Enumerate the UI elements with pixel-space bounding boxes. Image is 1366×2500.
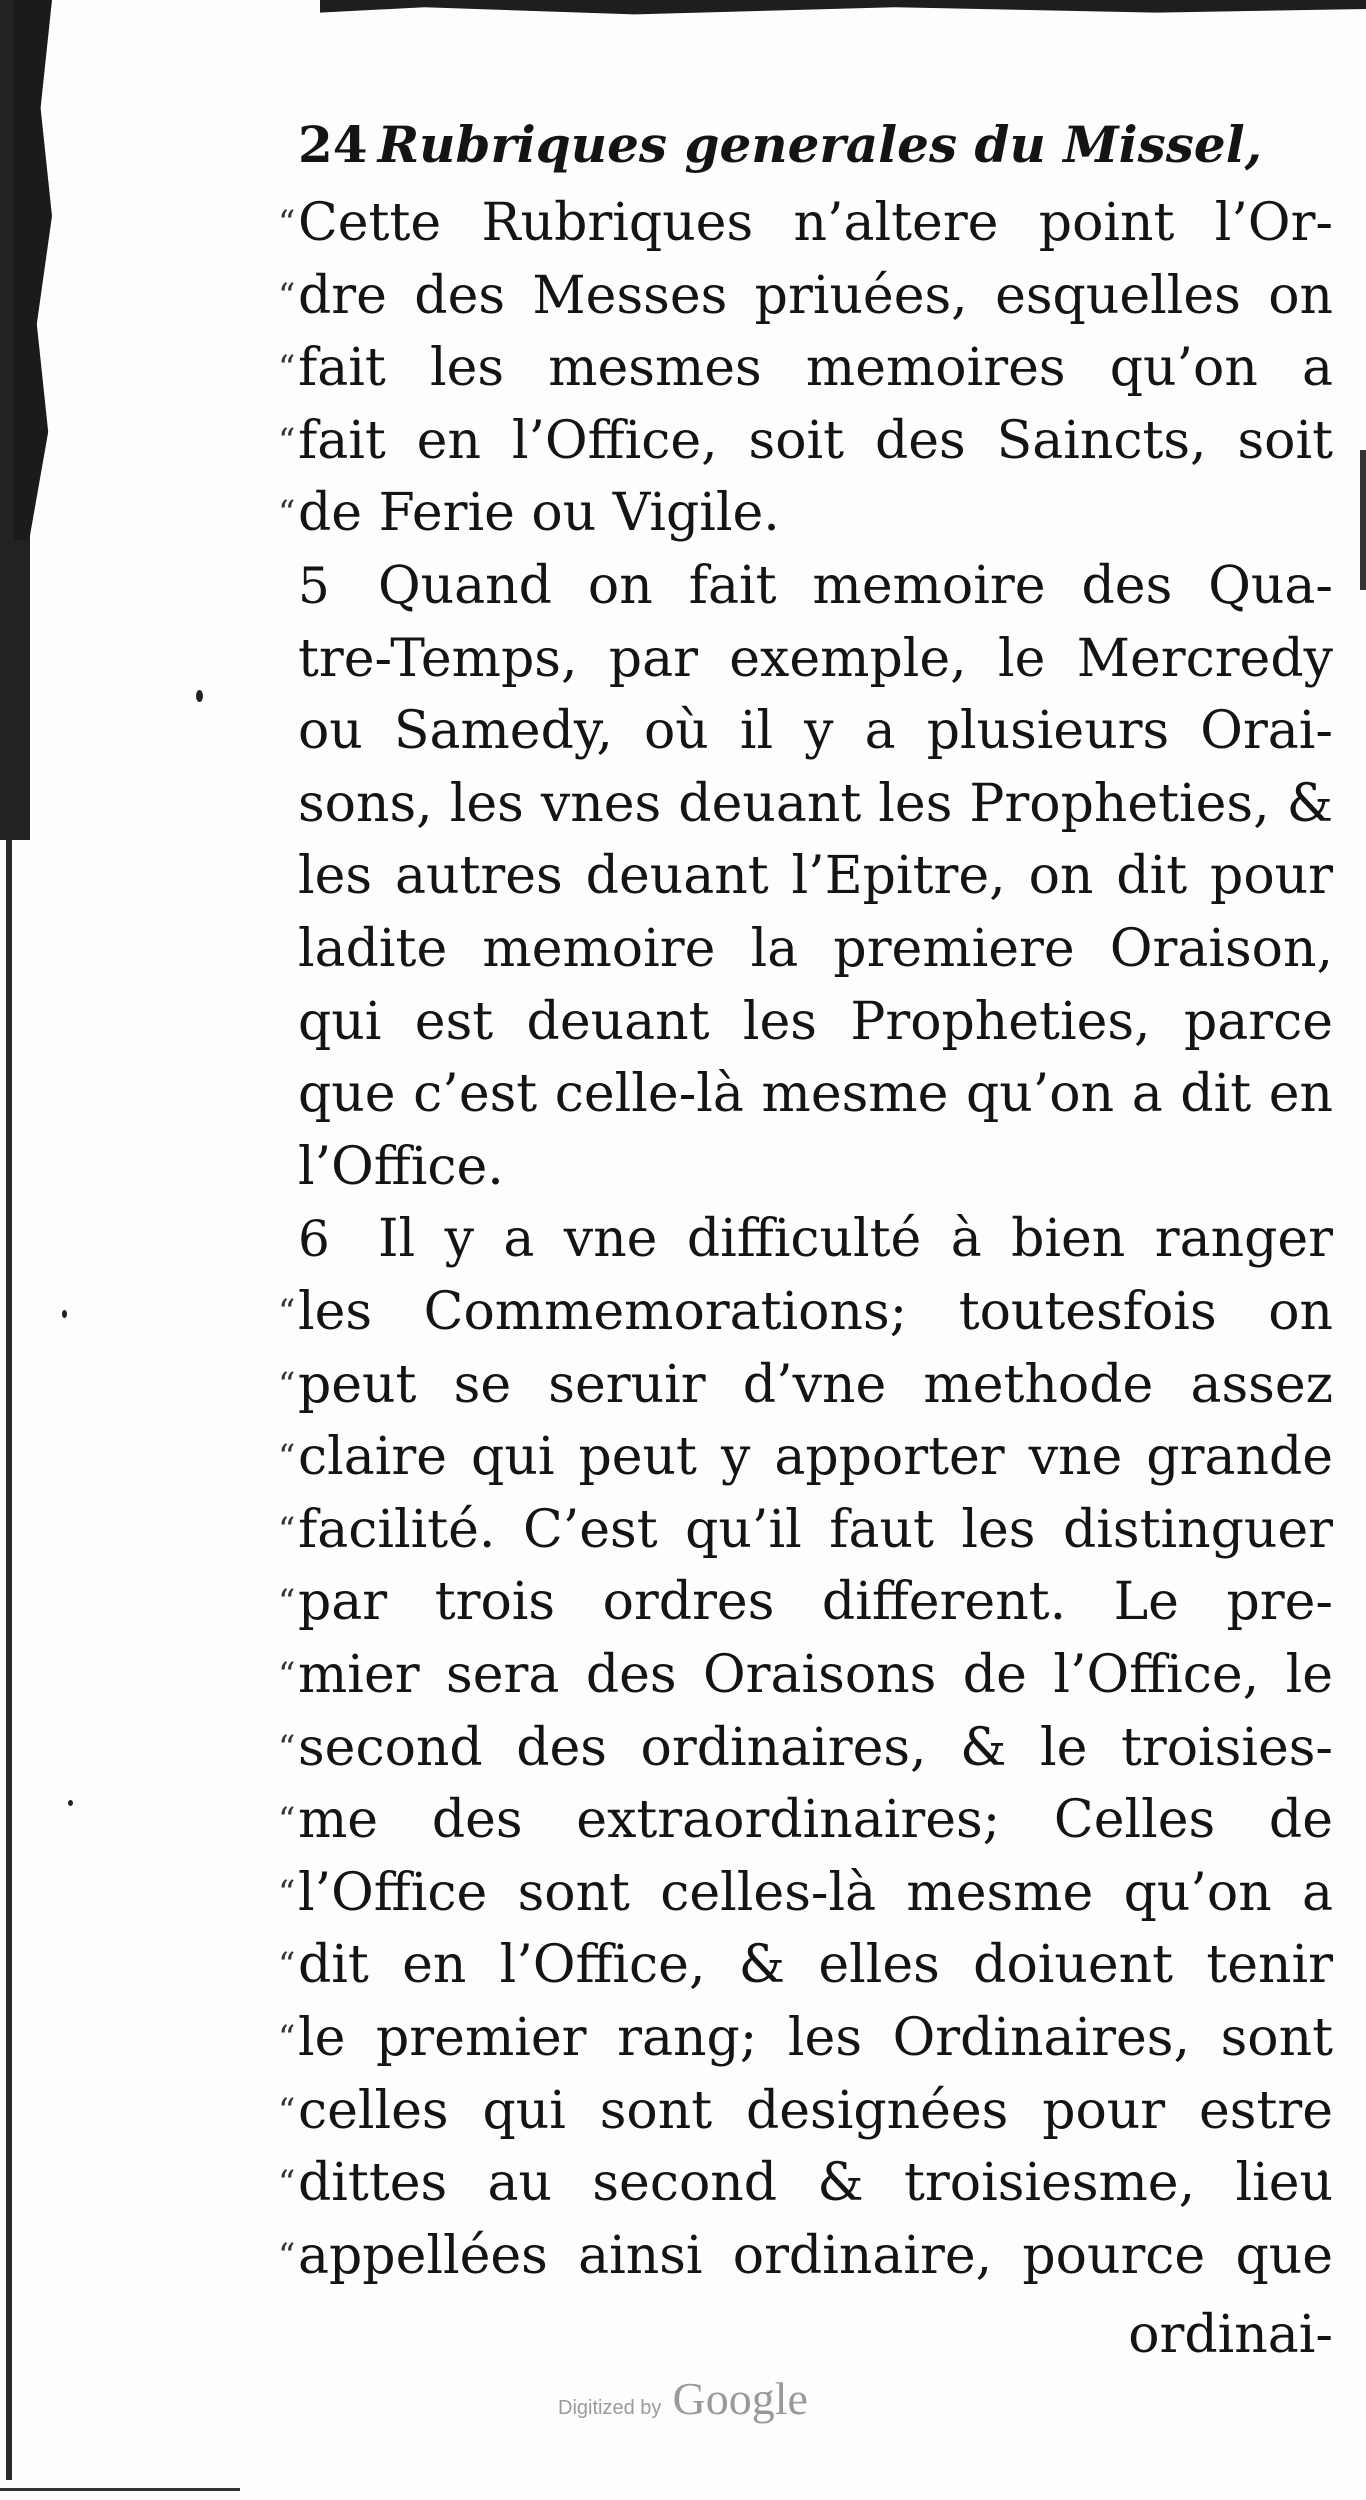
quote-mark: “ [278, 1873, 296, 1913]
text-line [298, 696, 1333, 766]
text-line [298, 1713, 1333, 1783]
quote-mark: “ [278, 2018, 296, 2058]
quote-mark: “ [278, 1655, 296, 1695]
quote-mark: “ [278, 203, 296, 243]
text-line [298, 1567, 1333, 1637]
text-line [298, 406, 1333, 476]
text-line [298, 1132, 1333, 1202]
line-text: appellées ainsi ordinaire, pource que [298, 2226, 1333, 2286]
line-text: Quand on fait memoire des Qua- [378, 556, 1333, 616]
binding-edge-line [6, 840, 12, 2480]
line-text: tre-Temps, par exemple, le Mercredy [298, 629, 1333, 689]
quote-mark: “ [278, 1582, 296, 1622]
text-line [298, 841, 1333, 911]
line-text: les autres deuant l’Epitre, on dit pour [298, 846, 1333, 906]
watermark-prefix: Digitized by [558, 2397, 662, 2419]
ink-speck [68, 1800, 73, 1806]
text-line [298, 624, 1333, 694]
line-text: dittes au second & troisiesme, lieu [298, 2153, 1333, 2213]
line-text: sons, les vnes deuant les Propheties, & [298, 774, 1333, 834]
text-line [298, 1640, 1333, 1710]
text-line [298, 1785, 1333, 1855]
ink-speck [196, 690, 203, 702]
line-text: fait les mesmes memoires qu’on a [298, 338, 1333, 398]
watermark-brand: Google [672, 2373, 808, 2424]
line-text: les Commemorations; toutesfois on [298, 1282, 1333, 1342]
text-line [298, 1277, 1333, 1347]
text-line [298, 914, 1333, 984]
quote-mark: “ [278, 348, 296, 388]
line-text: ladite memoire la premiere Oraison, [298, 919, 1333, 979]
text-line [298, 1059, 1333, 1129]
line-text: Cette Rubriques n’altere point l’Or- [298, 193, 1333, 253]
text-line [298, 1422, 1333, 1492]
digitization-watermark [0, 2372, 1366, 2425]
line-text: fait en l’Office, soit des Saincts, soit [298, 411, 1333, 471]
line-text: me des extraordinaires; Celles de [298, 1790, 1333, 1850]
text-line [298, 2076, 1333, 2146]
text-line [298, 1350, 1333, 1420]
running-header [298, 110, 1333, 180]
quote-mark: “ [278, 1945, 296, 1985]
line-text: peut se seruir d’vne methode assez [298, 1355, 1333, 1415]
paragraph-number: 6 [298, 1210, 330, 1268]
quote-mark: “ [278, 1510, 296, 1550]
quote-mark: “ [278, 1728, 296, 1768]
top-edge-shadow [320, 0, 1366, 18]
line-text: dre des Messes priuées, esquelles on [298, 266, 1333, 326]
quote-mark: “ [278, 276, 296, 316]
line-text: ou Samedy, où il y a plusieurs Orai- [298, 701, 1333, 761]
text-line [298, 769, 1333, 839]
text-line [298, 1495, 1333, 1565]
line-text: mier sera des Oraisons de l’Office, le [298, 1645, 1333, 1705]
line-text: l’Office sont celles-là mesme qu’on a [298, 1863, 1333, 1923]
text-line [298, 987, 1333, 1057]
text-line [298, 1930, 1333, 2000]
right-edge-shadow [1360, 450, 1366, 590]
line-text: l’Office. [298, 1137, 504, 1197]
text-line [298, 2221, 1333, 2291]
text-line [298, 333, 1333, 403]
bottom-edge-line [0, 2488, 240, 2491]
text-line [298, 1204, 1333, 1274]
text-line [298, 478, 1333, 548]
binding-shadow-band [14, 0, 52, 540]
line-text: par trois ordres different. Le pre- [298, 1572, 1333, 1632]
text-line [298, 1858, 1333, 1928]
quote-mark: “ [278, 2091, 296, 2131]
line-text: dit en l’Office, & elles doiuent tenir [298, 1935, 1333, 1995]
text-line [298, 2148, 1333, 2218]
quote-mark: “ [278, 421, 296, 461]
line-text: facilité. C’est qu’il faut les distinguer [298, 1500, 1333, 1560]
page-number: 24 [298, 115, 368, 174]
running-title: Rubriques generales du Missel, [377, 115, 1263, 174]
paragraph-number: 5 [298, 557, 330, 615]
line-text: Il y a vne difficulté à bien ranger [378, 1209, 1333, 1269]
quote-mark: “ [278, 1292, 296, 1332]
ink-speck [62, 1310, 67, 1318]
quote-mark: “ [278, 1365, 296, 1405]
line-text: que c’est celle-là mesme qu’on a dit en [298, 1064, 1333, 1124]
text-line [298, 551, 1333, 621]
quote-mark: “ [278, 493, 296, 533]
text-line [298, 188, 1333, 258]
quote-mark: “ [278, 2163, 296, 2203]
quote-mark: “ [278, 1800, 296, 1840]
catchword-line [298, 2300, 1333, 2370]
line-text: celles qui sont designées pour estre [298, 2081, 1333, 2141]
line-text: qui est deuant les Propheties, parce [298, 992, 1333, 1052]
text-line [298, 2003, 1333, 2073]
catchword: ordinai- [1128, 2305, 1333, 2365]
line-text: claire qui peut y apporter vne grande [298, 1427, 1333, 1487]
line-text: le premier rang; les Ordinaires, sont [298, 2008, 1333, 2068]
line-text: de Ferie ou Vigile. [298, 483, 780, 543]
quote-mark: “ [278, 2236, 296, 2276]
line-text: second des ordinaires, & le troisies- [298, 1718, 1333, 1778]
text-line [298, 261, 1333, 331]
quote-mark: “ [278, 1437, 296, 1477]
